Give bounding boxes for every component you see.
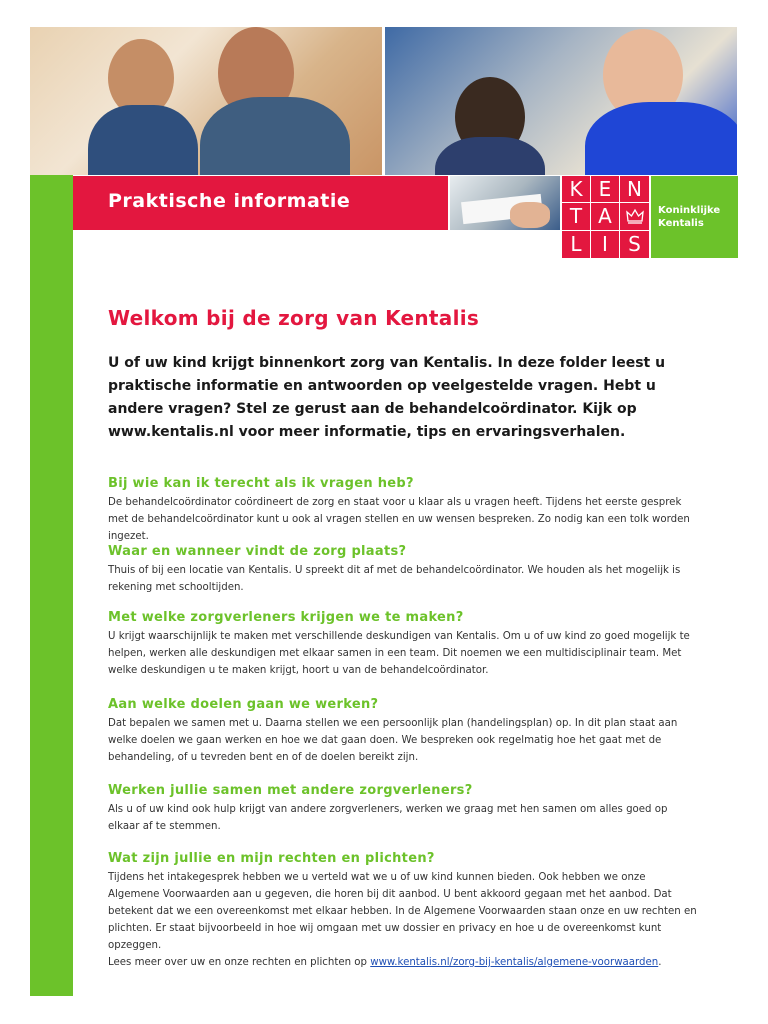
logo-letter: A <box>591 203 620 230</box>
faq-section <box>108 544 698 596</box>
logo-letter: I <box>591 231 620 258</box>
section-body: Dat bepalen we samen met u. Daarna stellen we een persoonlijk plan (handelingsplan) op. In dit plan staat aan welke doelen we gaan werken en hoe we dat gaan doen. We bespreken ook regelmatig hoe het gaat met de behandeling, of u tevreden bent en of de doelen bereikt zijn. <box>108 718 678 763</box>
link-suffix: . <box>658 957 662 968</box>
crown-icon <box>620 203 649 230</box>
logo-letter: L <box>562 231 591 258</box>
kentalis-logo <box>562 176 649 258</box>
photo-clipboard-thumbnail <box>450 176 560 230</box>
banner-title: Praktische informatie <box>108 190 351 212</box>
section-banner <box>73 176 448 230</box>
logo-letter: K <box>562 176 591 203</box>
logo-letter: N <box>620 176 649 203</box>
section-heading: Wat zijn jullie en mijn rechten en plichten? <box>108 851 435 866</box>
photo-woman-with-child <box>385 27 737 175</box>
section-body: Thuis of bij een locatie van Kentalis. U spreekt dit af met de behandelcoördinator. We houden als het mogelijk is rekening met schooltijden. <box>108 565 681 593</box>
section-body: Als u of uw kind ook hulp krijgt van andere zorgverleners, werken we graag met hen samen om alles goed op elkaar af te stemmen. <box>108 804 668 832</box>
faq-section <box>108 697 698 766</box>
section-heading: Bij wie kan ik terecht als ik vragen heb? <box>108 476 414 491</box>
section-body: U krijgt waarschijnlijk te maken met verschillende deskundigen van Kentalis. Om u of uw kind zo goed mogelijk te helpen, werken alle deskundigen met elkaar samen in een team. Dit noemen we een multidisciplinair team. Met welke deskundigen u te maken krijgt, hoort u van de behandelcoördinator. <box>108 631 690 676</box>
koninklijke-kentalis-label <box>651 176 738 258</box>
faq-section <box>108 783 698 835</box>
faq-section <box>108 851 698 971</box>
logo-letter: T <box>562 203 591 230</box>
section-heading: Werken jullie samen met andere zorgverleners? <box>108 783 473 798</box>
koninklijk-line2: Kentalis <box>658 218 704 229</box>
section-heading: Waar en wanneer vindt de zorg plaats? <box>108 544 407 559</box>
link-prefix: Lees meer over uw en onze rechten en plichten op <box>108 957 371 968</box>
page-title: Welkom bij de zorg van Kentalis <box>108 306 480 330</box>
algemene-voorwaarden-link[interactable]: www.kentalis.nl/zorg-bij-kentalis/algemene-voorwaarden <box>370 957 659 968</box>
logo-letter: E <box>591 176 620 203</box>
faq-section <box>108 610 698 679</box>
green-side-bar <box>30 175 73 996</box>
photo-man-with-boy <box>30 27 382 175</box>
faq-section <box>108 476 698 545</box>
section-heading: Aan welke doelen gaan we werken? <box>108 697 379 712</box>
koninklijk-line1: Koninklijke <box>658 205 721 216</box>
section-link-line <box>108 954 698 971</box>
intro-paragraph: U of uw kind krijgt binnenkort zorg van Kentalis. In deze folder leest u praktische informatie en antwoorden op veelgestelde vragen. Hebt u andere vragen? Stel ze gerust aan de behandelcoördinator. Kijk op www.kentalis.nl voor meer informatie, tips en ervaringsverhalen. <box>108 355 666 440</box>
section-heading: Met welke zorgverleners krijgen we te maken? <box>108 610 464 625</box>
logo-letter: S <box>628 232 641 257</box>
section-body: Tijdens het intakegesprek hebben we u verteld wat we u of uw kind kunnen bieden. Ook hebben we onze Algemene Voorwaarden aan u gegeven, die horen bij dit aanbod. U bent akkoord gegaan met het aanbod. Dat betekent dat we een overeenkomst met elkaar hebben. In de Algemene Voorwaarden staan onze en uw rechten en plichten. Er staat bijvoorbeeld in hoe wij omgaan met uw dossier en privacy en hoe u de overeenkomst kunt opzeggen. <box>108 872 697 951</box>
section-body: De behandelcoördinator coördineert de zorg en staat voor u klaar als u vragen heeft. Tijdens het eerste gesprek met de behandelcoördinator kunt u ook al vragen stellen en uw wensen bespreken. Zo nodig kan een tolk worden ingezet. <box>108 497 690 542</box>
